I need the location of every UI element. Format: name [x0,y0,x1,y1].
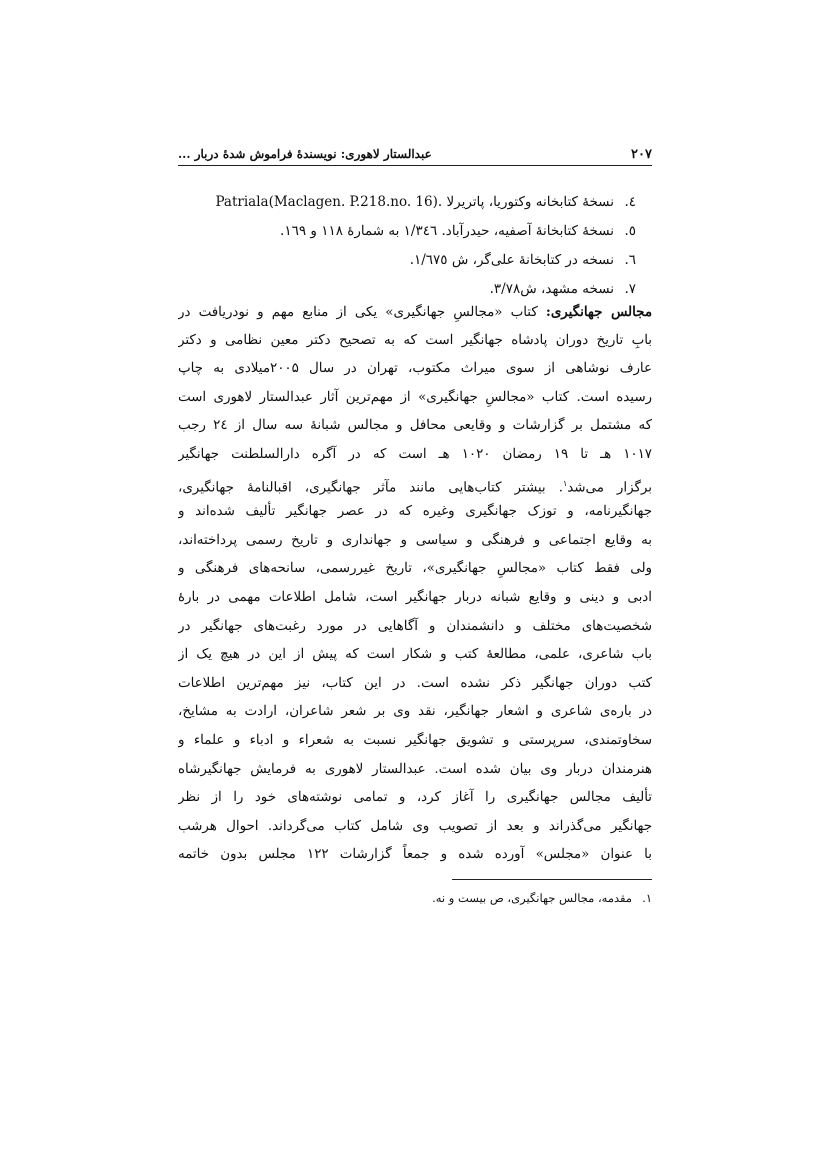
page-number: ۲۰۷ [631,146,652,162]
text-line: در باره‌ی شاعری و اشعار جهانگیر، نقد وی بر شعر شاعران، ارادت به مشایخ، [178,704,652,720]
section-heading: مجالس جهانگیری: [545,304,652,320]
text-line: برگزار می‌شد$^١$. بیشتر کتاب‌هایی مانند مآثر جهانگیری، اقبالنامهٔ جهانگیری، [178,478,652,496]
item-number: ٤. [624,194,636,210]
text-line: ادبی و دینی و وقایع شبانه دربار جهانگیر است، شامل اطلاعات مهمی در بارهٔ [178,589,652,605]
list-item [178,217,652,246]
text-line: جهانگیرنامه، و توزک جهانگیری وغیره که در عصر جهانگیر تألیف شده‌اند و [178,504,652,520]
footnote-text: مقدمه، مجالس جهانگیری، ص بیست و نه. [432,891,632,905]
footnote-marker: ١ [562,478,568,488]
text-line: که مشتمل بر گزارشات و وقایعی محافل و مجالس شبانهٔ سه سال از ٢٤ رجب [178,418,652,434]
footnote [178,891,652,905]
text-line: شخصیت‌های مختلف و دانشمندان و آگاهایی در مورد رغبت‌های جهانگیر در [178,618,652,634]
manuscript-list [178,188,652,304]
text-line: ولی فقط کتاب «مجالسِ جهانگیری»، تاریخ غیررسمی، سانحه‌های فرهنگی و [178,561,652,577]
text-line: مجالس جهانگیری: کتاب «مجالسِ جهانگیری» یکی از منابع مهم و نودریافت در [178,304,652,320]
body-paragraph [178,298,652,870]
text-line: رسیده است. کتاب «مجالسِ جهانگیری» از مهم‌ترین آثار عبدالستار لاهوری است [178,389,652,405]
text-line: با عنوان «مجلس» آورده شده و جمعاً گزارشات ۱۲۲ مجلس بدون خاتمه [178,847,652,863]
text-line: هنرمندان دربار وی بیان شده است. عبدالستار لاهوری به فرمایش جهانگیرشاه [178,761,652,777]
text-line: کتب دوران جهانگیر ذکر نشده است. در این کتاب، نیز مهم‌ترین اطلاعات [178,675,652,691]
footnote-divider [452,879,652,880]
running-title: عبدالستار لاهوری: نویسندهٔ فراموش شدهٔ دربار ... [178,147,432,161]
text-line: ۱۰۱۷ هـ تا ١٩ رمضان ۱۰۲۰ هـ است که در آگره دارالسلطنت جهانگیر [178,446,652,462]
item-number: ٥. [624,223,636,239]
text-line: سخاوتمندی، سرپرستی و تشویق جهانگیر نسبت به شعراء و ادباء و علماء و [178,732,652,748]
text-line: بابِ تاریخ دوران پادشاه جهانگیر است که به تصحیح دکتر معین نظامی و دکتر [178,332,652,348]
list-item [178,188,652,217]
item-text: نسخهٔ کتابخانهٔ آصفیه، حیدرآباد. ١/٣٤٦ به شمارهٔ ١١٨ و ١٦٩. [280,223,614,239]
item-number: ٦. [624,252,636,268]
item-text: نسخه در کتابخانهٔ علی‌گر، ش ١/٦٧٥. [409,252,614,268]
text-line: عارف نوشاهی از سوی میراث مکتوب، تهران در سال ۲۰۰۵میلادی به چاپ [178,361,652,377]
text-line: باب شاعری، علمی، مطالعهٔ کتب و شکار است که پیش از این در هیچ یک از [178,647,652,663]
item-text: نسخه مشهد، ش٣/٧٨. [489,281,614,297]
list-item [178,246,652,275]
running-header [178,143,652,166]
footnote-number: ١. [642,891,652,905]
text-line: تألیف مجالس جهانگیری را آغاز کرد، و تمامی نوشته‌های خود را از نظر [178,790,652,806]
item-number: ٧. [624,281,636,297]
item-text: نسخهٔ کتابخانه وکتوریا، پاتریرلا .Patriala(Maclagen. P.218.no. 16) [215,194,614,210]
text-line: به وقایع اجتماعی و فرهنگی و سیاسی و جهانداری و تاریخ رسمی پرداخته‌اند، [178,532,652,548]
text-line: جهانگیر می‌گذراند و بعد از تصویب وی شامل کتاب می‌گرداند. احوال هرشب [178,818,652,834]
